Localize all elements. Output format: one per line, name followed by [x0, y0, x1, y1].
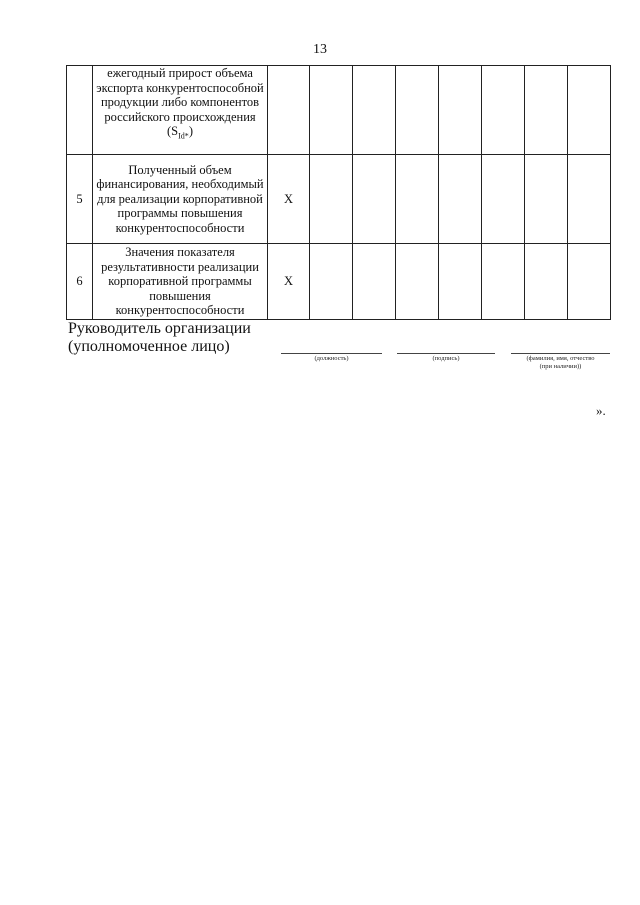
table-row — [67, 244, 611, 320]
signatory-title-line: Руководитель организации — [68, 320, 251, 337]
row-description: Полученный объем финансирования, необходимый для реализации корпоративной программы повышения конкурентоспособности — [93, 155, 268, 244]
empty-cell — [353, 244, 396, 320]
closing-quote: ». — [596, 403, 606, 418]
full-name-line — [511, 353, 610, 354]
row-number — [67, 66, 93, 155]
indicators-table — [66, 65, 611, 320]
page-number: 13 — [313, 42, 327, 57]
full-name-caption — [511, 355, 610, 371]
empty-cell — [482, 244, 525, 320]
empty-cell — [310, 244, 353, 320]
row-mark — [268, 66, 310, 155]
empty-cell — [396, 155, 439, 244]
empty-cell — [439, 244, 482, 320]
table-row — [67, 66, 611, 155]
empty-cell — [353, 155, 396, 244]
empty-cell — [439, 155, 482, 244]
empty-cell — [482, 155, 525, 244]
row-number: 5 — [67, 155, 93, 244]
table-row — [67, 155, 611, 244]
empty-cell — [568, 155, 611, 244]
row-mark: Х — [268, 155, 310, 244]
full-name-caption-line: (фамилия, имя, отчество — [526, 355, 595, 362]
row-description: Значения показателя результативности реализации корпоративной программы повышения конкурентоспособности — [93, 244, 268, 320]
empty-cell — [568, 66, 611, 155]
empty-cell — [439, 66, 482, 155]
full-name-caption-line: (при наличии)) — [539, 363, 582, 370]
empty-cell — [525, 155, 568, 244]
empty-cell — [525, 244, 568, 320]
empty-cell — [396, 66, 439, 155]
empty-cell — [568, 244, 611, 320]
row-mark: Х — [268, 244, 310, 320]
position-caption: (должность) — [314, 355, 349, 362]
empty-cell — [482, 66, 525, 155]
empty-cell — [310, 155, 353, 244]
signatory-title-line: (уполномоченное лицо) — [68, 338, 230, 355]
indicator-symbol: $(S_{Id*})$ — [167, 124, 193, 141]
signature-line — [397, 353, 495, 354]
empty-cell — [310, 66, 353, 155]
empty-cell — [396, 244, 439, 320]
row-description — [93, 66, 268, 155]
position-line — [281, 353, 382, 354]
row-description-text: ежегодный прирост объема экспорта конкурентоспособной продукции либо компонентов российского происхождения — [96, 66, 264, 124]
signatory-title — [68, 320, 251, 356]
row-number: 6 — [67, 244, 93, 320]
signature-caption: (подпись) — [432, 355, 460, 362]
empty-cell — [353, 66, 396, 155]
empty-cell — [525, 66, 568, 155]
